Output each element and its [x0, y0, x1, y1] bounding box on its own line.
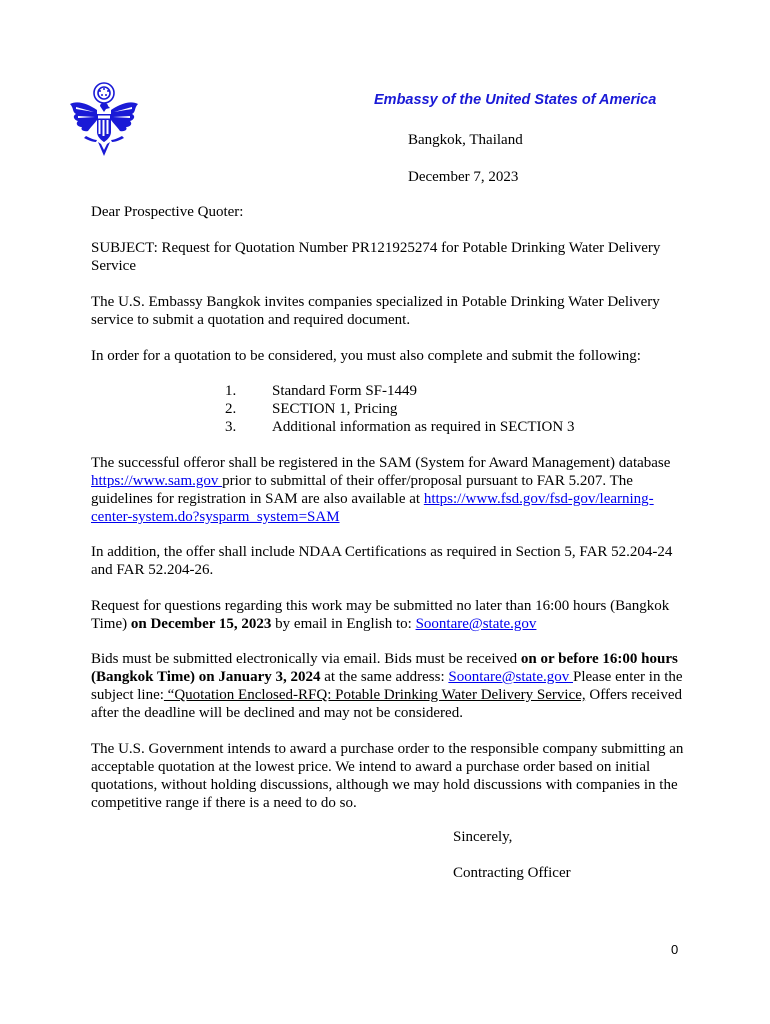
questions-deadline: on December 15, 2023	[130, 616, 272, 632]
questions-email-link[interactable]: Soontare@state.gov	[415, 616, 537, 632]
bids-deadline: on or before 16:00 hours (Bangkok Time) on January 3, 2024	[91, 651, 678, 685]
bids-text-1: Bids must be submitted electronically via email. Bids must be received	[91, 651, 521, 667]
list-item	[225, 418, 574, 436]
award-paragraph	[91, 740, 687, 812]
sam-text-1: The successful offeror shall be registered in the SAM (System for Award Management) database	[91, 455, 671, 471]
sam-text-2: prior to submittal of their offer/proposal pursuant to FAR 5.207. The guidelines for registration in SAM are also available at	[91, 473, 633, 507]
intro-paragraph	[91, 293, 687, 329]
list-item-number: 2.	[225, 401, 237, 417]
award-text: The U.S. Government intends to award a purchase order to the responsible company submitting an acceptable quotation at the lowest price. We intend to award a purchase order based on initial quotations, without holding discussions, although we may hold discussions with companies in the competitive range if there is a need to do so.	[91, 741, 684, 811]
list-item	[225, 382, 574, 400]
fsd-gov-link[interactable]: https://www.fsd.gov/fsd-gov/learning-center-system.do?sysparm_system=SAM	[91, 491, 654, 525]
letter-date: December 7, 2023	[408, 169, 519, 185]
ndaa-paragraph	[91, 543, 687, 579]
salutation	[91, 203, 687, 221]
list-item-number: 1.	[225, 383, 237, 399]
bids-paragraph	[91, 650, 687, 722]
embassy-seal-icon	[66, 80, 142, 162]
salutation-text: Dear Prospective Quoter:	[91, 204, 244, 220]
closing: Sincerely,	[453, 829, 513, 845]
bids-subject-line: “Quotation Enclosed-RFQ: Potable Drinking Water Delivery Service,	[163, 687, 586, 703]
intro-text: The U.S. Embassy Bangkok invites companies specialized in Potable Drinking Water Delivery service to submit a quotation and required document.	[91, 294, 660, 328]
sam-paragraph	[91, 454, 687, 526]
page-number: 0	[671, 942, 679, 957]
requirements-intro-text: In order for a quotation to be considered, you must also complete and submit the following:	[91, 348, 641, 364]
ndaa-text: In addition, the offer shall include NDAA Certifications as required in Section 5, FAR 52.204-24 and FAR 52.204-26.	[91, 544, 673, 578]
questions-paragraph	[91, 597, 687, 633]
signature-title: Contracting Officer	[453, 865, 571, 881]
questions-text-1: Request for questions regarding this work may be submitted no later than 16:00 hours (Bangkok Time)	[91, 598, 670, 632]
bids-email-link[interactable]: Soontare@state.gov	[448, 669, 573, 685]
bids-text-3: Please enter in the subject line:	[91, 669, 683, 703]
embassy-letterhead-title: Embassy of the United States of America	[374, 92, 657, 108]
list-item-text: Additional information as required in SECTION 3	[272, 419, 575, 435]
questions-text-2: by email in English to:	[271, 616, 416, 632]
requirements-intro	[91, 347, 687, 365]
sam-gov-link[interactable]: https://www.sam.gov	[91, 473, 223, 489]
requirements-list	[225, 382, 574, 436]
list-item-number: 3.	[225, 419, 237, 435]
subject-paragraph	[91, 239, 687, 275]
list-item-text: Standard Form SF-1449	[272, 383, 418, 399]
bids-text-4: Offers received after the deadline will be declined and may not be considered.	[91, 687, 683, 721]
list-item	[225, 400, 574, 418]
list-item-text: SECTION 1, Pricing	[272, 401, 398, 417]
subject-text: SUBJECT: Request for Quotation Number PR121925274 for Potable Drinking Water Delivery Service	[91, 240, 661, 274]
bids-text-2: at the same address:	[320, 669, 449, 685]
letter-location: Bangkok, Thailand	[408, 132, 523, 148]
